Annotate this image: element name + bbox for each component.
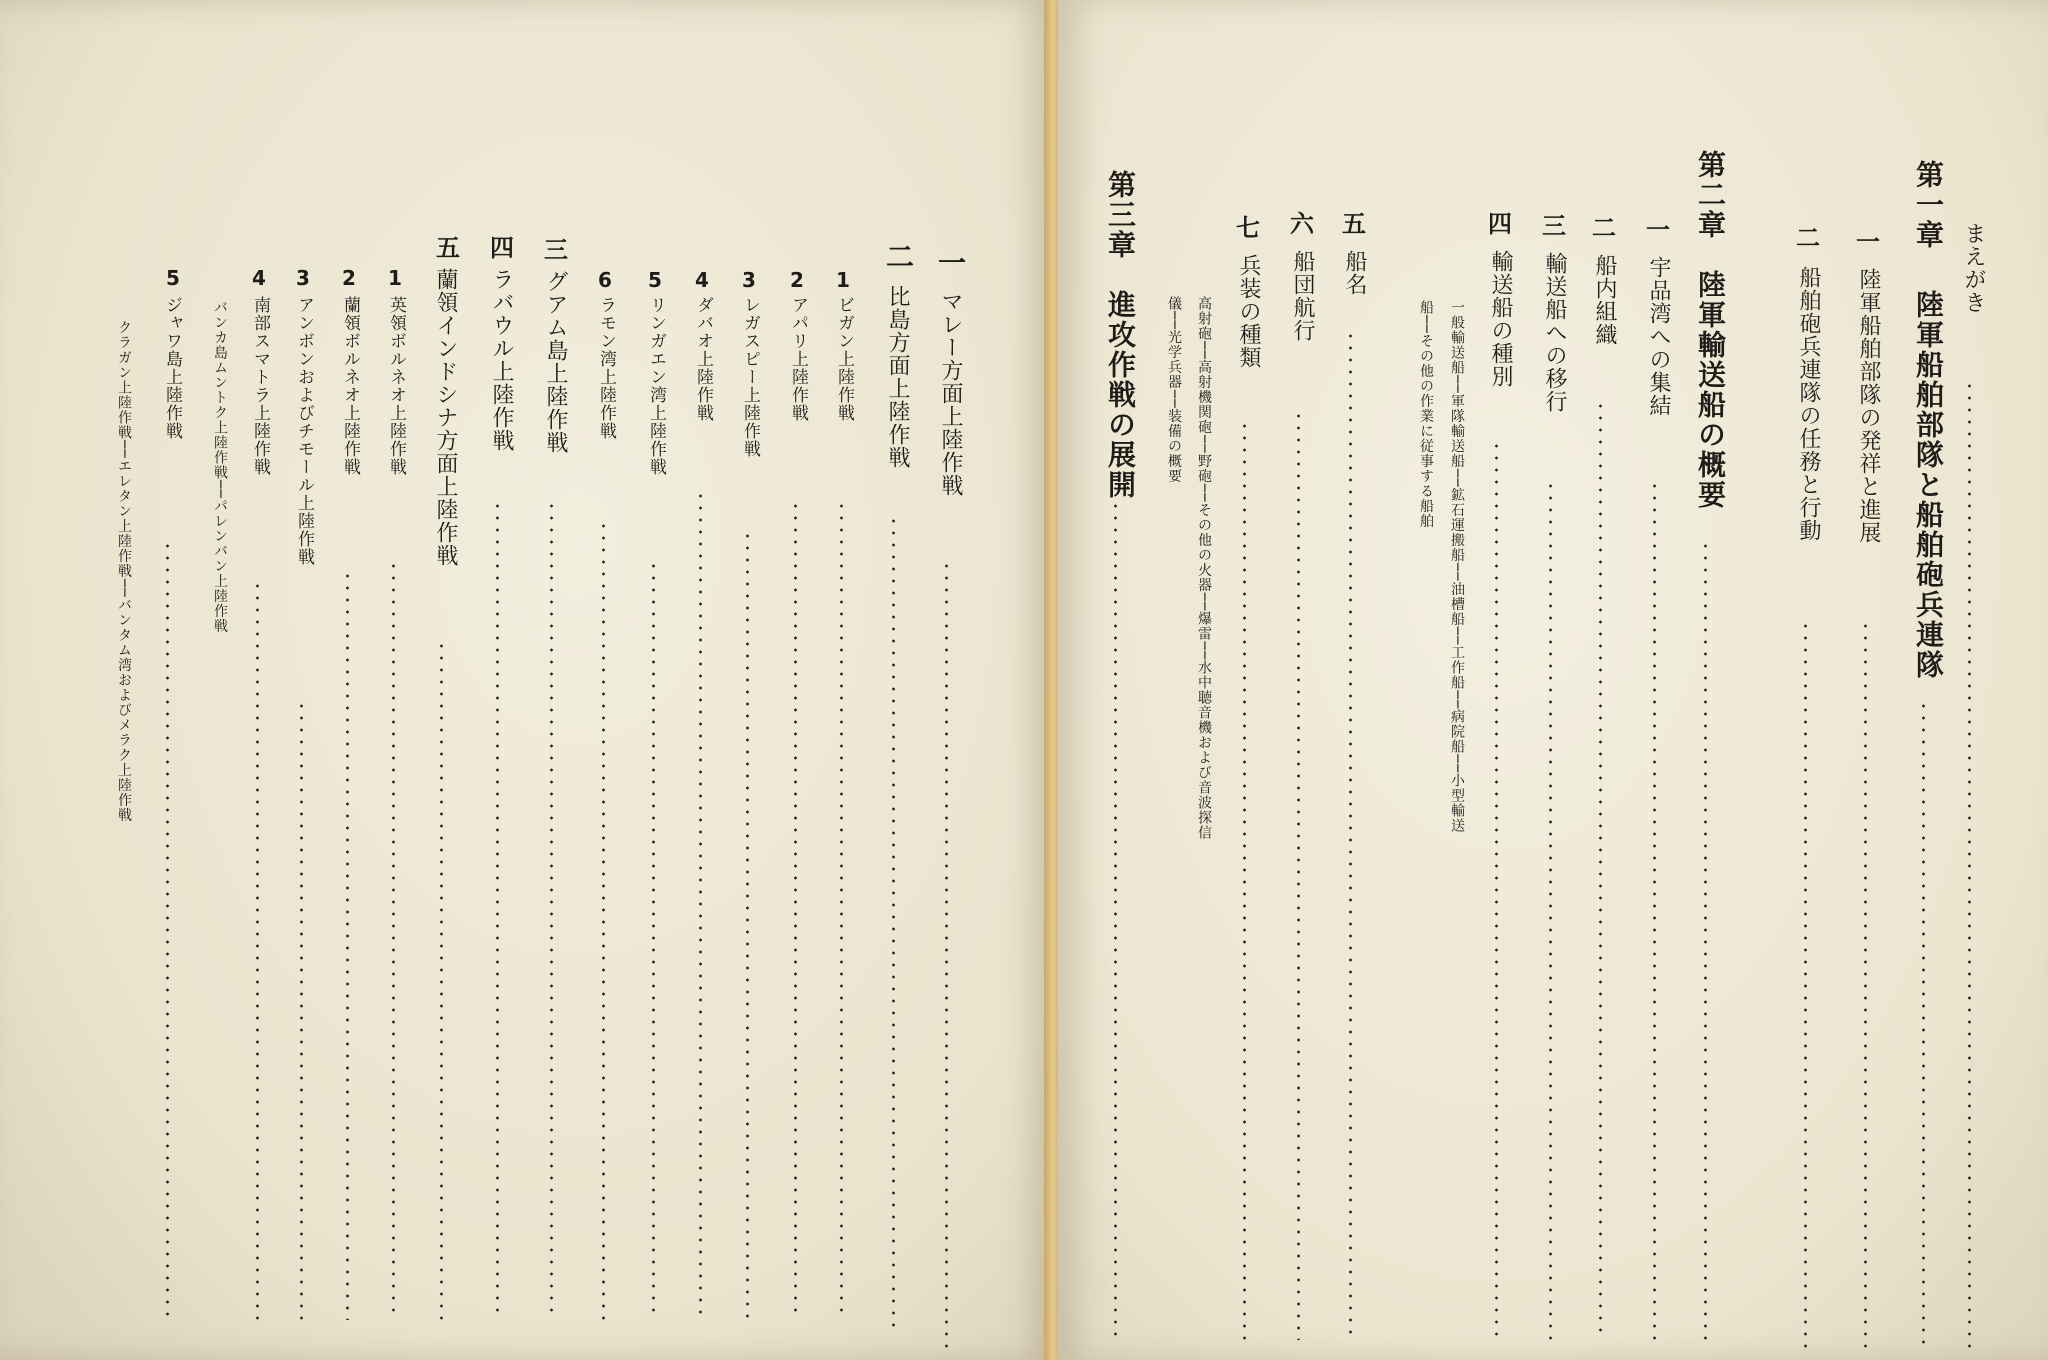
toc-left-s2-item2-title: アパリ上陸作戦 bbox=[788, 296, 808, 422]
toc-ch2-s6-number: 六 bbox=[1290, 209, 1314, 238]
toc-left-s5-number: 五 bbox=[436, 233, 460, 262]
dot-leader bbox=[1804, 620, 1807, 1350]
toc-preface-title: まえがき bbox=[1961, 222, 1986, 314]
dot-leader bbox=[746, 530, 749, 1320]
dot-leader bbox=[1922, 700, 1925, 1350]
toc-ch2-s1-title: 宇品湾への集結 bbox=[1646, 256, 1671, 417]
toc-ch2-title: 陸軍輸送船の概要 bbox=[1694, 270, 1727, 510]
toc-left-s5-item5-title: ジャワ島上陸作戦 bbox=[162, 296, 182, 440]
dot-leader bbox=[699, 490, 702, 1320]
toc-left-s5-item1-title: 英領ボルネオ上陸作戦 bbox=[386, 296, 406, 476]
dot-leader bbox=[892, 515, 895, 1335]
toc-ch2-s7-number: 七 bbox=[1236, 213, 1260, 242]
dot-leader bbox=[496, 500, 499, 1320]
dot-leader bbox=[1297, 410, 1300, 1340]
toc-left-s5-item2-title: 蘭領ボルネオ上陸作戦 bbox=[340, 296, 360, 476]
toc-ch1-s1-title: 陸軍船舶部隊の発祥と進展 bbox=[1856, 268, 1881, 544]
toc-left-s5-title: 蘭領インドシナ方面上陸作戦 bbox=[433, 268, 458, 567]
toc-left-s2-item5-number: 5 bbox=[648, 268, 662, 292]
dot-leader bbox=[1495, 440, 1498, 1340]
toc-ch2-s7-title: 兵装の種類 bbox=[1236, 254, 1261, 369]
toc-left-s5-item1-number: 1 bbox=[388, 266, 402, 290]
toc-left-s2-item3-title: レガスピー上陸作戦 bbox=[740, 296, 760, 458]
dot-leader bbox=[300, 700, 303, 1320]
dot-leader bbox=[1349, 330, 1352, 1340]
dot-leader bbox=[1968, 380, 1971, 1350]
toc-ch1-s2-number: 二 bbox=[1796, 223, 1820, 252]
toc-ch3-label: 第三章 bbox=[1104, 170, 1137, 260]
toc-left-s5-item5-number: 5 bbox=[166, 266, 180, 290]
dot-leader bbox=[945, 560, 948, 1350]
toc-left-s5-item4-subline: バンカ島ムントク上陸作戦──パレンバン上陸作戦 bbox=[212, 300, 228, 634]
toc-left-s2-item6-title: ラモン湾上陸作戦 bbox=[596, 296, 616, 440]
toc-left-s2-item6-number: 6 bbox=[598, 268, 612, 292]
dot-leader bbox=[1599, 400, 1602, 1340]
dot-leader bbox=[652, 560, 655, 1320]
toc-ch2-s3-title: 輸送船への移行 bbox=[1542, 252, 1567, 413]
toc-left-s2-number: 二 bbox=[882, 242, 915, 272]
toc-left-s5-item4-title: 南部スマトラ上陸作戦 bbox=[250, 296, 270, 476]
toc-left-s5-item5-subline: クラガン上陸作戦──エレタン上陸作戦──バンタム湾およびメラク上陸作戦 bbox=[116, 320, 132, 823]
toc-ch2-s1-number: 一 bbox=[1646, 215, 1670, 244]
toc-left-s3-title: グアム島上陸作戦 bbox=[543, 270, 568, 454]
toc-ch2-s3-number: 三 bbox=[1542, 211, 1566, 240]
toc-ch1-title: 陸軍船舶部隊と船舶砲兵連隊 bbox=[1912, 290, 1945, 680]
dot-leader bbox=[440, 640, 443, 1320]
toc-left-s2-item4-number: 4 bbox=[695, 268, 709, 292]
toc-left-s2-item1-number: 1 bbox=[836, 268, 850, 292]
toc-ch2-s4-subline2: 船──その他の作業に従事する船舶 bbox=[1418, 300, 1434, 529]
toc-left-s1-title: マレー方面上陸作戦 bbox=[938, 290, 963, 497]
dot-leader bbox=[794, 500, 797, 1320]
toc-ch2-label: 第二章 bbox=[1694, 150, 1727, 240]
dot-leader bbox=[392, 560, 395, 1320]
dot-leader bbox=[1114, 500, 1117, 1340]
right-page bbox=[1058, 0, 2048, 1360]
toc-left-s2-item1-title: ビガン上陸作戦 bbox=[834, 296, 854, 422]
toc-ch2-s4-number: 四 bbox=[1488, 209, 1512, 238]
toc-ch2-s4-title: 輸送船の種別 bbox=[1488, 250, 1513, 388]
toc-left-s5-item4-number: 4 bbox=[252, 266, 266, 290]
toc-left-s2-item5-title: リンガエン湾上陸作戦 bbox=[646, 296, 666, 476]
toc-ch2-s6-title: 船団航行 bbox=[1290, 250, 1315, 342]
toc-left-s2-item4-title: ダバオ上陸作戦 bbox=[693, 296, 713, 422]
toc-left-s2-title: 比島方面上陸作戦 bbox=[885, 285, 910, 469]
toc-left-s4-title: ラバウル上陸作戦 bbox=[489, 268, 514, 452]
toc-left-s5-item3-number: 3 bbox=[296, 266, 310, 290]
toc-ch1-s2-title: 船舶砲兵連隊の任務と行動 bbox=[1796, 266, 1821, 542]
toc-left-s2-item3-number: 3 bbox=[742, 268, 756, 292]
dot-leader bbox=[550, 500, 553, 1320]
toc-ch3-title: 進攻作戦の展開 bbox=[1104, 290, 1137, 500]
toc-ch1-label: 第一章 bbox=[1912, 160, 1945, 250]
dot-leader bbox=[256, 580, 259, 1320]
toc-left-s2-item2-number: 2 bbox=[790, 268, 804, 292]
toc-ch2-s2-title: 船内組織 bbox=[1592, 254, 1617, 346]
toc-ch2-s5-title: 船名 bbox=[1342, 250, 1367, 296]
toc-left-s5-item3-title: アンボンおよびチモール上陸作戦 bbox=[294, 296, 314, 566]
dot-leader bbox=[1549, 480, 1552, 1340]
toc-ch1-s1-number: 一 bbox=[1856, 227, 1880, 256]
dot-leader bbox=[1653, 480, 1656, 1340]
toc-ch2-s4-subline1: 一般輸送船──軍隊輸送船──鉱石運搬船──油槽船──工作船──病院船──小型輸送 bbox=[1449, 300, 1465, 834]
dot-leader bbox=[166, 540, 169, 1320]
dot-leader bbox=[1704, 540, 1707, 1340]
toc-left-s1-number: 一 bbox=[934, 248, 967, 278]
toc-ch2-s7-subline2: 儀──光学兵器──装備の概要 bbox=[1166, 296, 1182, 484]
toc-left-s3-number: 三 bbox=[544, 235, 568, 264]
toc-left-s5-item2-number: 2 bbox=[342, 266, 356, 290]
toc-ch2-s5-number: 五 bbox=[1342, 209, 1366, 238]
toc-ch2-s7-subline1: 高射砲──高射機関砲──野砲──その他の火器──爆雷──水中聴音機および音波探信 bbox=[1196, 296, 1212, 841]
dot-leader bbox=[1864, 620, 1867, 1350]
dot-leader bbox=[840, 500, 843, 1320]
dot-leader bbox=[1243, 420, 1246, 1340]
dot-leader bbox=[346, 570, 349, 1320]
toc-left-s4-number: 四 bbox=[490, 233, 514, 262]
toc-ch2-s2-number: 二 bbox=[1592, 213, 1616, 242]
dot-leader bbox=[602, 520, 605, 1320]
